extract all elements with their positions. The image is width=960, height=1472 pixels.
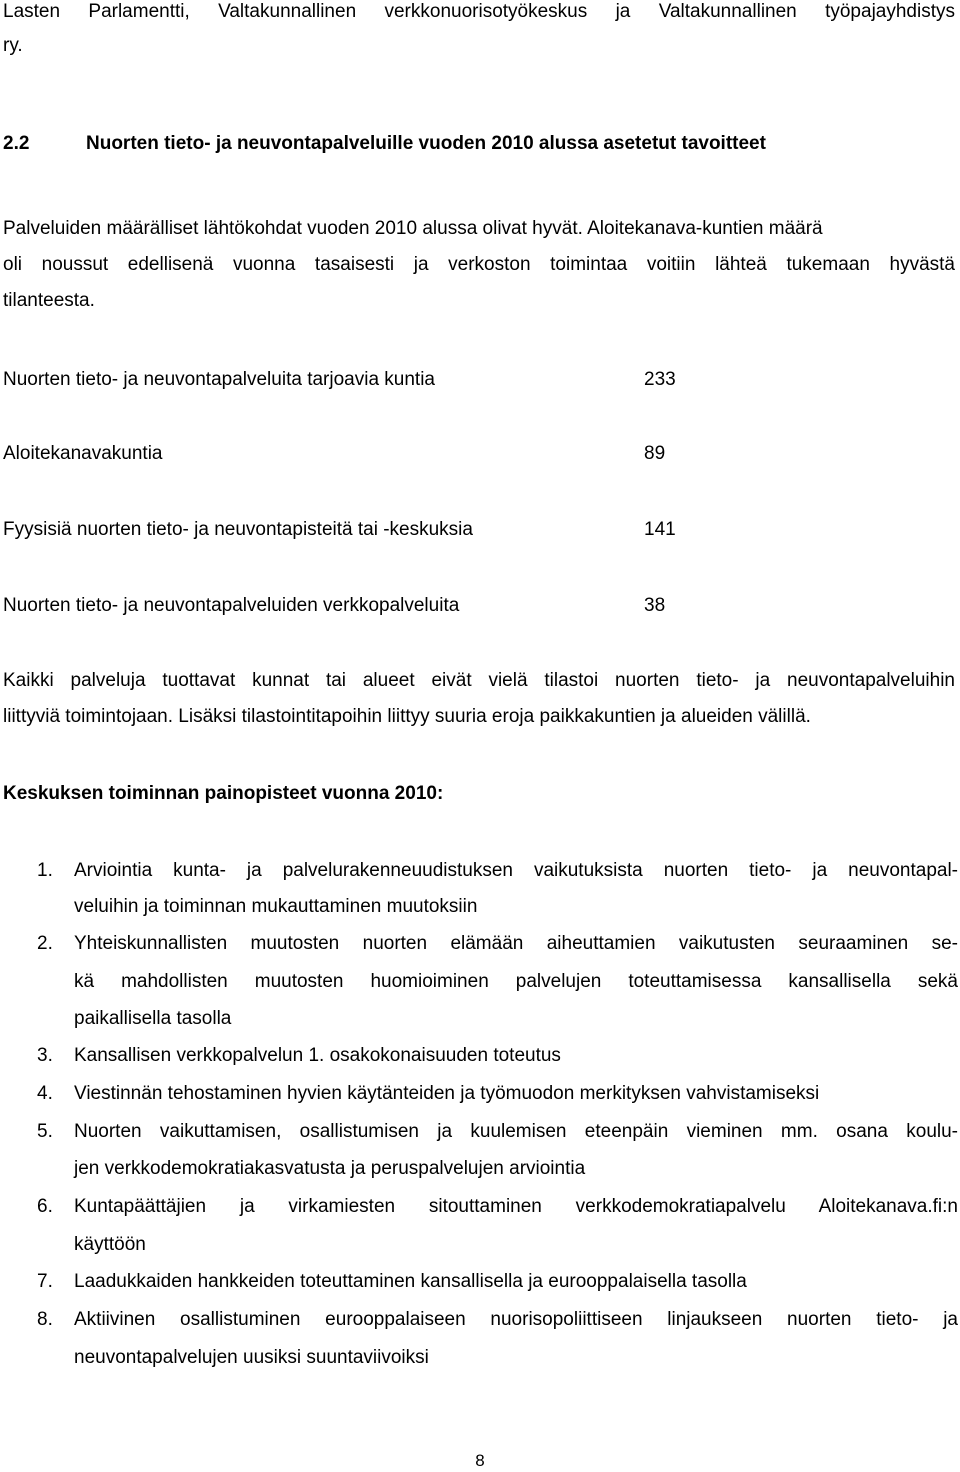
list-item-line: Yhteiskunnallisten muutosten nuorten elämään aiheuttamien vaikutusten seuraaminen se- — [74, 933, 958, 954]
stat-label: Aloitekanavakuntia — [3, 443, 163, 464]
list-item-line: Laadukkaiden hankkeiden toteuttaminen kansallisella ja eurooppalaisella tasolla — [74, 1271, 747, 1292]
list-item-number: 7. — [37, 1271, 53, 1292]
stat-value: 141 — [644, 519, 676, 540]
stat-value: 233 — [644, 369, 676, 390]
intro-line: ry. — [3, 35, 23, 56]
paragraph-line: liittyviä toimintojaan. Lisäksi tilastointitapoihin liittyy suuria eroja paikkakuntien ja alueiden välillä. — [3, 706, 811, 727]
paragraph-line: tilanteesta. — [3, 290, 95, 311]
list-item-line: veluihin ja toiminnan mukauttaminen muutoksiin — [74, 896, 478, 917]
stat-label: Fyysisiä nuorten tieto- ja neuvontapisteitä tai -keskuksia — [3, 519, 473, 540]
paragraph-line: Kaikki palveluja tuottavat kunnat tai alueet eivät vielä tilastoi nuorten tieto- ja neuvontapalveluihin — [3, 670, 955, 691]
focus-heading: Keskuksen toiminnan painopisteet vuonna 2010: — [3, 783, 444, 804]
paragraph-line: Palveluiden määrälliset lähtökohdat vuoden 2010 alussa olivat hyvät. Aloitekanava-kuntien määrä — [3, 218, 823, 239]
stat-label: Nuorten tieto- ja neuvontapalveluiden verkkopalveluita — [3, 595, 460, 616]
list-item-line: jen verkkodemokratiakasvatusta ja peruspalvelujen arviointia — [74, 1158, 586, 1179]
list-item-number: 4. — [37, 1083, 53, 1104]
list-item-number: 6. — [37, 1196, 53, 1217]
section-number: 2.2 — [3, 133, 30, 154]
list-item-line: neuvontapalvelujen uusiksi suuntaviivoiksi — [74, 1347, 429, 1368]
list-item-line: Kuntapäättäjien ja virkamiesten sitouttaminen verkkodemokratiapalvelu Aloitekanava.fi:n — [74, 1196, 958, 1217]
list-item-line: Kansallisen verkkopalvelun 1. osakokonaisuuden toteutus — [74, 1045, 561, 1066]
list-item-number: 8. — [37, 1309, 53, 1330]
page-number: 8 — [475, 1451, 485, 1470]
list-item-line: paikallisella tasolla — [74, 1008, 232, 1029]
stat-label: Nuorten tieto- ja neuvontapalveluita tarjoavia kuntia — [3, 369, 435, 390]
list-item-number: 2. — [37, 933, 53, 954]
list-item-number: 1. — [37, 860, 53, 881]
list-item-line: käyttöön — [74, 1234, 146, 1255]
list-item-line: Arviointia kunta- ja palvelurakenneuudistuksen vaikutuksista nuorten tieto- ja neuvontapal- — [74, 860, 958, 881]
section-heading — [3, 132, 766, 156]
list-item-number: 3. — [37, 1045, 53, 1066]
list-item-line: Aktiivinen osallistuminen eurooppalaiseen nuorisopoliittiseen linjaukseen nuorten tieto- ja — [74, 1309, 958, 1330]
list-item-line: Viestinnän tehostaminen hyvien käytänteiden ja työmuodon merkityksen vahvistamiseksi — [74, 1083, 820, 1104]
intro-line: Lasten Parlamentti, Valtakunnallinen verkkonuorisotyökeskus ja Valtakunnallinen työpajayhdistys — [3, 1, 955, 22]
list-item-line: Nuorten vaikuttamisen, osallistumisen ja kuulemisen eteenpäin vieminen mm. osana koulu- — [74, 1121, 958, 1142]
list-item-number: 5. — [37, 1121, 53, 1142]
list-item-line: kä mahdollisten muutosten huomioiminen palvelujen toteuttamisessa kansallisella sekä — [74, 971, 958, 992]
stat-value: 89 — [644, 443, 666, 464]
stat-value: 38 — [644, 595, 666, 616]
paragraph-line: oli noussut edellisenä vuonna tasaisesti ja verkoston toimintaa voitiin lähteä tukemaan hyvästä — [3, 254, 955, 275]
section-title: Nuorten tieto- ja neuvontapalveluille vuoden 2010 alussa asetetut tavoitteet — [86, 133, 766, 154]
